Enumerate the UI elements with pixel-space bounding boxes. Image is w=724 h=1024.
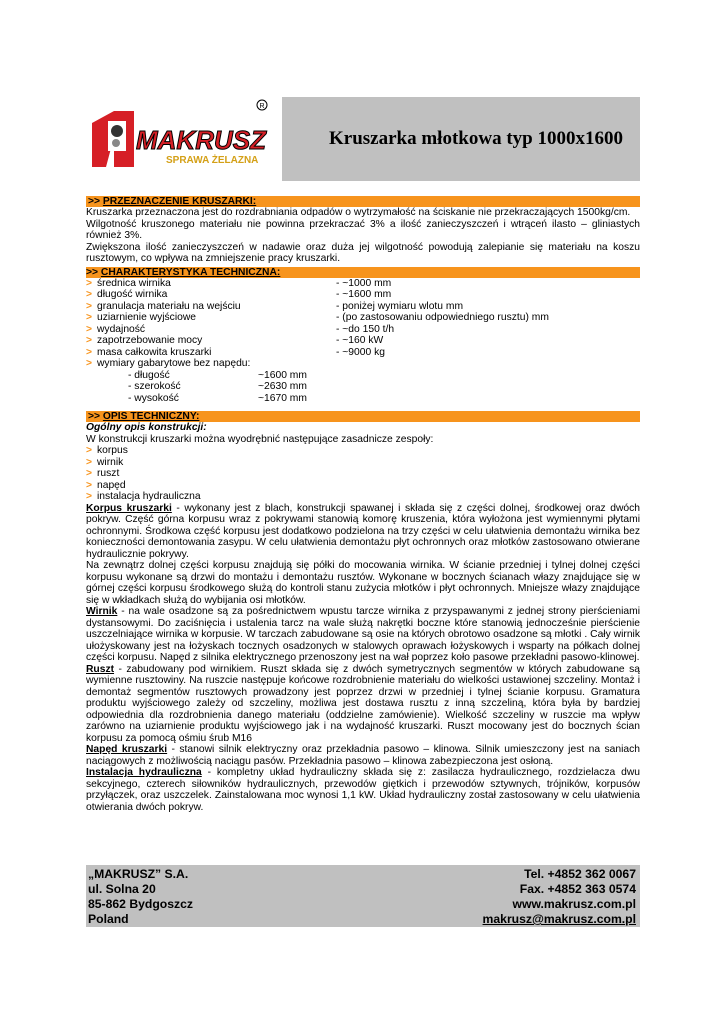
tech-intro: W konstrukcji kruszarki można wyodrębnić następujące zasadnicze zespoły:: [86, 433, 434, 445]
registered-mark: R: [259, 103, 265, 110]
part-label: instalacja hydrauliczna: [97, 491, 201, 502]
spec-value: - ~9000 kg: [336, 346, 385, 358]
dimension-row: [86, 370, 640, 382]
spec-row: [86, 358, 640, 370]
list-item: [86, 480, 640, 492]
korpus-paragraph-2: Na zewnątrz dolnej części korpusu znajdują się półki do mocowania wirnika. W ścianie przedniej i tylnej dolnej części korpusu wykonane są drzwi do montażu i demontażu rusztów. Wykonane w bocznych ścianach włazy znajdujące się w górnej części korpusu środkowego służą do kontroli stanu zużycia młotków i płyt ochronnych. Mniejsze włazy znajdujące się w wkładkach służą do wybijania osi młotków.: [86, 560, 640, 606]
hydraulics-text: - kompletny układ hydrauliczny składa się z: zasilacza hydraulicznego, rozdzielacza dwu sekcyjnego, czterech siłowników hydraulicznych, przewodów giętkich i przewodów sztywnych, trójników, korpusów przyłączek, oraz uszczelek. Zainstalowana moc wynosi 1,1 kW. Układ hydrauliczny został zastosowany w celu ułatwienia otwierania dwóch pokryw.: [86, 767, 640, 813]
country: Poland: [88, 912, 129, 926]
purpose-p3: Zwiększona ilość zanieczyszczeń w nadawie oraz duża jej wilgotność powodują zalepianie się materiału na koszu rusztowym, co wpływa na zmniejszenie pracy kruszarki.: [86, 241, 640, 264]
company-logo: [86, 97, 282, 181]
section-arrow: >>: [88, 196, 101, 207]
spec-key: [86, 358, 336, 370]
bullet-marker-icon: >: [86, 312, 93, 323]
website-link[interactable]: www.makrusz.com.pl: [512, 897, 636, 911]
dimension-list: [86, 370, 640, 405]
bullet-marker-icon: >: [86, 277, 93, 289]
korpus-paragraph: [86, 503, 640, 561]
spec-label: wydajność: [97, 323, 146, 335]
bullet-marker-icon: >: [86, 346, 93, 358]
spec-key: [86, 278, 336, 290]
section-arrow: >>: [86, 266, 99, 278]
spec-row: [86, 289, 640, 301]
section-arrow: >>: [88, 411, 101, 422]
email-link[interactable]: makrusz@makrusz.com.pl: [482, 912, 636, 926]
spec-value: - ~do 150 t/h: [336, 323, 395, 335]
spec-value: - (po zastosowaniu odpowiedniego rusztu) mm: [336, 312, 549, 323]
bullet-marker-icon: >: [86, 358, 93, 369]
list-item: [86, 491, 640, 503]
dimension-row: [86, 381, 640, 393]
dimension-value: ~1600 mm: [258, 369, 307, 381]
bullet-marker-icon: >: [86, 491, 93, 502]
spec-row: [86, 324, 640, 336]
section-label: OPIS TECHNICZNY:: [102, 411, 200, 422]
spec-value: - ~160 kW: [336, 335, 384, 346]
spec-value: - ~1600 mm: [336, 289, 392, 300]
wirnik-heading: Wirnik: [86, 606, 118, 617]
naped-heading: Napęd kruszarki: [86, 744, 168, 755]
street: ul. Solna 20: [88, 882, 156, 896]
purpose-p2: Wilgotność kruszonego materiału nie powinna przekraczać 3% a ilość zanieczyszczeń i wtrąceń ilasto – gliniastych również 3%.: [86, 218, 640, 241]
part-label: napęd: [97, 479, 126, 491]
spec-label: długość wirnika: [97, 289, 168, 300]
dimension-value: ~1670 mm: [258, 392, 307, 404]
spec-label: granulacja materiału na wejściu: [97, 300, 241, 312]
city: 85-862 Bydgoszcz: [88, 897, 193, 911]
company-name: „MAKRUSZ” S.A.: [88, 867, 189, 881]
section-label: CHARAKTERYSTYKA TECHNICZNA:: [100, 266, 281, 278]
logo-wordmark: MAKRUSZ: [136, 125, 266, 155]
bullet-marker-icon: >: [86, 468, 93, 479]
spec-value: - ~1000 mm: [336, 277, 392, 289]
spec-row: [86, 278, 640, 290]
bullet-marker-icon: >: [86, 300, 93, 312]
logo-subtitle: SPRAWA ŻELAZNA: [166, 155, 259, 166]
bullet-marker-icon: >: [86, 335, 93, 346]
spec-label: średnica wirnika: [97, 277, 171, 289]
bullet-marker-icon: >: [86, 445, 93, 456]
tech-subtitle: Ogólny opis konstrukcji:: [86, 422, 207, 433]
ruszt-paragraph: [86, 664, 640, 745]
bullet-marker-icon: >: [86, 289, 93, 300]
spec-key: [86, 335, 336, 347]
page-title: Kruszarka młotkowa typ 1000x1600: [329, 128, 623, 150]
naped-paragraph: [86, 744, 640, 767]
footer-contact: [86, 865, 640, 927]
header: [86, 97, 640, 181]
spec-key: [86, 324, 336, 336]
list-item: [86, 468, 640, 480]
korpus-heading: Korpus kruszarki: [86, 502, 172, 514]
dimension-value: ~2630 mm: [258, 381, 307, 392]
fax: Fax. +4852 363 0574: [519, 882, 636, 896]
bullet-marker-icon: >: [86, 456, 93, 468]
dimension-label: - szerokość: [128, 381, 181, 392]
makrusz-logo-icon: [86, 97, 282, 181]
bullet-marker-icon: >: [86, 323, 93, 335]
naped-text: - stanowi silnik elektryczny oraz przekładnia pasowo – klinowa. Silnik umieszczony jest na saniach naciągowych z możliwością naciągu pasów. Przekładnia pasowo – klinowa zabezpieczona jest osłoną.: [86, 744, 640, 767]
spec-label: zapotrzebowanie mocy: [97, 335, 203, 346]
list-item: [86, 457, 640, 469]
spec-key: [86, 289, 336, 301]
ruszt-text: - zabudowany pod wirnikiem. Ruszt składa się z dwóch symetrycznych segmentów w których zabudowane są wymienne rusztowiny. Na ruszcie następuje końcowe rozdrobnienie materiału do wielkości ustawionej szczeliny. Montaż i demontaż segmentów rusztowych prowadzony jest poprzez drzwi w przedniej i tylnej ścianie korpusu. Gramatura produktu wyjściowego zależy od szczeliny, możliwa jest dostawa rusztu z inną szczeliną, która była by bardziej odpowiednia dla rozdrobnienia danego materiału (oddzielne zamówienie). Wielkość szczeliny w ruszcie ma wpływ zarówno na uziarnienie produktu wyjściowego jak i na wydajność kruszarki. Ruszt mocowany jest do bocznych ścian korpusu za pomocą ośmiu śrub M16: [86, 663, 640, 744]
dimension-label: - długość: [128, 369, 170, 381]
spec-list: [86, 278, 640, 370]
title-area: [282, 97, 640, 181]
section-header-tech: [86, 411, 640, 422]
spec-value: [336, 358, 640, 370]
parts-list: [86, 445, 640, 503]
phone: Tel. +4852 362 0067: [524, 867, 636, 881]
footer-address: [88, 867, 193, 927]
dimension-row: [86, 393, 640, 405]
spec-key: [86, 347, 336, 359]
spec-label: masa całkowita kruszarki: [97, 346, 212, 358]
wirnik-paragraph: [86, 606, 640, 664]
document-page: [86, 97, 640, 813]
bullet-marker-icon: >: [86, 479, 93, 491]
spec-key: [86, 301, 336, 313]
korpus-text: - wykonany jest z blach, konstrukcji spawanej i składa się z części dolnej, środkowej oraz dwóch pokryw. Część górna korpusu wraz z pokrywami stanowią komorę kruszenia, która wyłożona jest wymiennymi płytami ochronnymi. Środkowa część korpusu jest dodatkowo podzielona na trzy części w celu ułatwienia demontażu wirnika bez konieczności demontowania zasypu. W celu ułatwienia demontażu płyt ochronnych oraz młotków zastosowano otwierane hydraulicznie pokrywy.: [86, 502, 641, 560]
section-header-specs: [86, 267, 640, 278]
dimension-label: - wysokość: [128, 392, 179, 404]
footer-contacts: [483, 867, 636, 927]
spec-row: [86, 335, 640, 347]
part-label: korpus: [97, 445, 128, 456]
purpose-p1: Kruszarka przeznaczona jest do rozdrabniania odpadów o wytrzymałość na ściskanie nie przekraczających 1500kg/cm.: [86, 207, 631, 218]
spec-value: - poniżej wymiaru wlotu mm: [336, 300, 464, 312]
spec-label: uziarnienie wyjściowe: [97, 312, 197, 323]
spec-row: [86, 312, 640, 324]
hydraulics-heading: Instalacja hydrauliczna: [86, 767, 202, 778]
list-item: [86, 445, 640, 457]
spec-row: [86, 347, 640, 359]
hydraulics-paragraph: [86, 767, 640, 813]
ruszt-heading: Ruszt: [86, 663, 115, 675]
wirnik-text: - na wale osadzone są za pośrednictwem wpustu tarcze wirnika z przyspawanymi z jednej strony pierścieniami dystansowymi. Do zaciśnięcia i ustalenia tarcz na wale służą nakrętki boczne które stanowią jednocześnie pierścienie uszczelniające wirnika w korpusie. W tarczach zabudowane są osie na których obrotowo osadzone są młotki . Cały wirnik ułożyskowany jest na łożyskach tocznych osadzonych w stalowych oprawach łożyskowych i wsparty na półkach dolnej części korpusu. Napęd z silnika elektrycznego przenoszony jest na wał poprzez koło pasowe przekładni pasowo-klinowej.: [86, 606, 640, 663]
section-label: PRZEZNACZENIE KRUSZARKI:: [102, 196, 257, 207]
part-label: wirnik: [97, 456, 124, 468]
section-header-purpose: [86, 196, 640, 207]
spec-key: [86, 312, 336, 324]
part-label: ruszt: [97, 468, 120, 479]
spec-row: [86, 301, 640, 313]
spec-label: wymiary gabarytowe bez napędu:: [97, 358, 251, 369]
